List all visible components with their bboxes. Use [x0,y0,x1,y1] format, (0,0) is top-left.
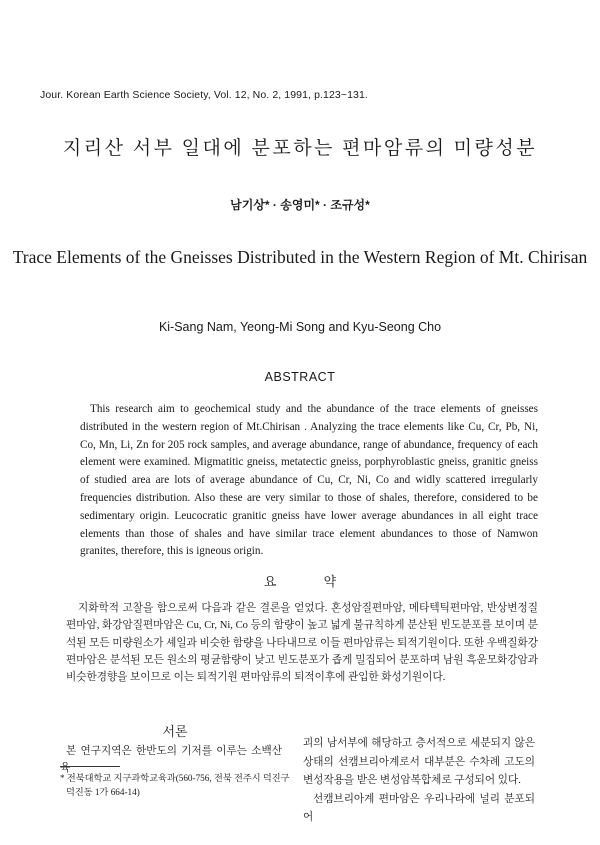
abstract-body: This research aim to geochemical study and the abundance of the trace elements of gneisses distributed in the western region of Mt.Chirisan . Analyzing the trace elements like Cu, Cr, Pb, Ni, Co, Mn, Li, Zn for 205 rock samples, and average abundance, range of abundance, frequency of each element were examined. Migmatitic gneiss, metatectic gneiss, porphyroblastic gneiss, granitic gneiss of studied area are lots of average abundance of Cu, Cr, Ni, Co and widly scattered irregularly frequencies distribution. Also these are very similar to those of shales, therefore, considered to be sedimentary origin. Leucocratic granitic gneiss have lower average abundances in all eight trace elements than those of shales and have similar trace element abundances to those of Namwon granites, therefore, this is igneous origin. [80,403,538,558]
introduction-right-column [303,735,535,828]
abstract-heading: ABSTRACT [264,370,336,384]
introduction-paragraph: 선캠브리아계 편마암은 우리나라에 널리 분포되어 [303,793,535,824]
korean-title: 지리산 서부 일대에 분포하는 편마암류의 미량성분 [62,138,538,159]
journal-citation: Jour. Korean Earth Science Society, Vol. 12, No. 2, 1991, p.123~131. [40,89,368,101]
affiliation-footnote: * 전북대학교 지구과학교육과(560-756, 전북 전주시 덕진구 덕진동 1가 664-14) [60,773,290,797]
english-authors: Ki-Sang Nam, Yeong-Mi Song and Kyu-Seong Cho [158,320,442,334]
korean-summary-heading: 요 약 [263,574,359,589]
korean-authors: 남기상* · 송영미* · 조규성* [230,198,370,212]
introduction-paragraph: 괴의 남서부에 해당하고 층서적으로 세분되지 않은 상태의 선캠브리아계로서 대부분은 수차례 고도의 변성작용을 받은 변성암복합체로 구성되어 있다. [303,738,535,787]
footnote-divider [60,766,120,767]
introduction-left-column: 본 연구지역은 한반도의 기저를 이루는 소백산 육 [60,746,282,774]
english-title: Trace Elements of the Gneisses Distributed in the Western Region of Mt. Chirisan [12,247,588,267]
introduction-heading: 서론 [162,724,188,739]
korean-summary-body: 지화학적 고찰을 함으로써 다음과 같은 결론을 얻었다. 혼성암질편마암, 메타텍틱편마암, 반상변정질편마암, 화강암질편마암은 Cu, Cr, Ni, Co 등의 함량이 높고 넓게 불규칙하게 분산된 빈도분포를 보이며 분석된 모든 미량원소가 셰일과 비슷한 함량을 나타내므로 이들 편마암류는 퇴적기원이다. 또한 우백질화강편마암은 분석된 모든 원소의 평균함량이 낮고 빈도분포가 좁게 밀집되어 분포하며 남원 흑운모화강암과 비슷한경향을 보이므로 이는 퇴적기원 편마암류의 퇴적이후에 관입한 화성기원이다. [66,603,538,684]
